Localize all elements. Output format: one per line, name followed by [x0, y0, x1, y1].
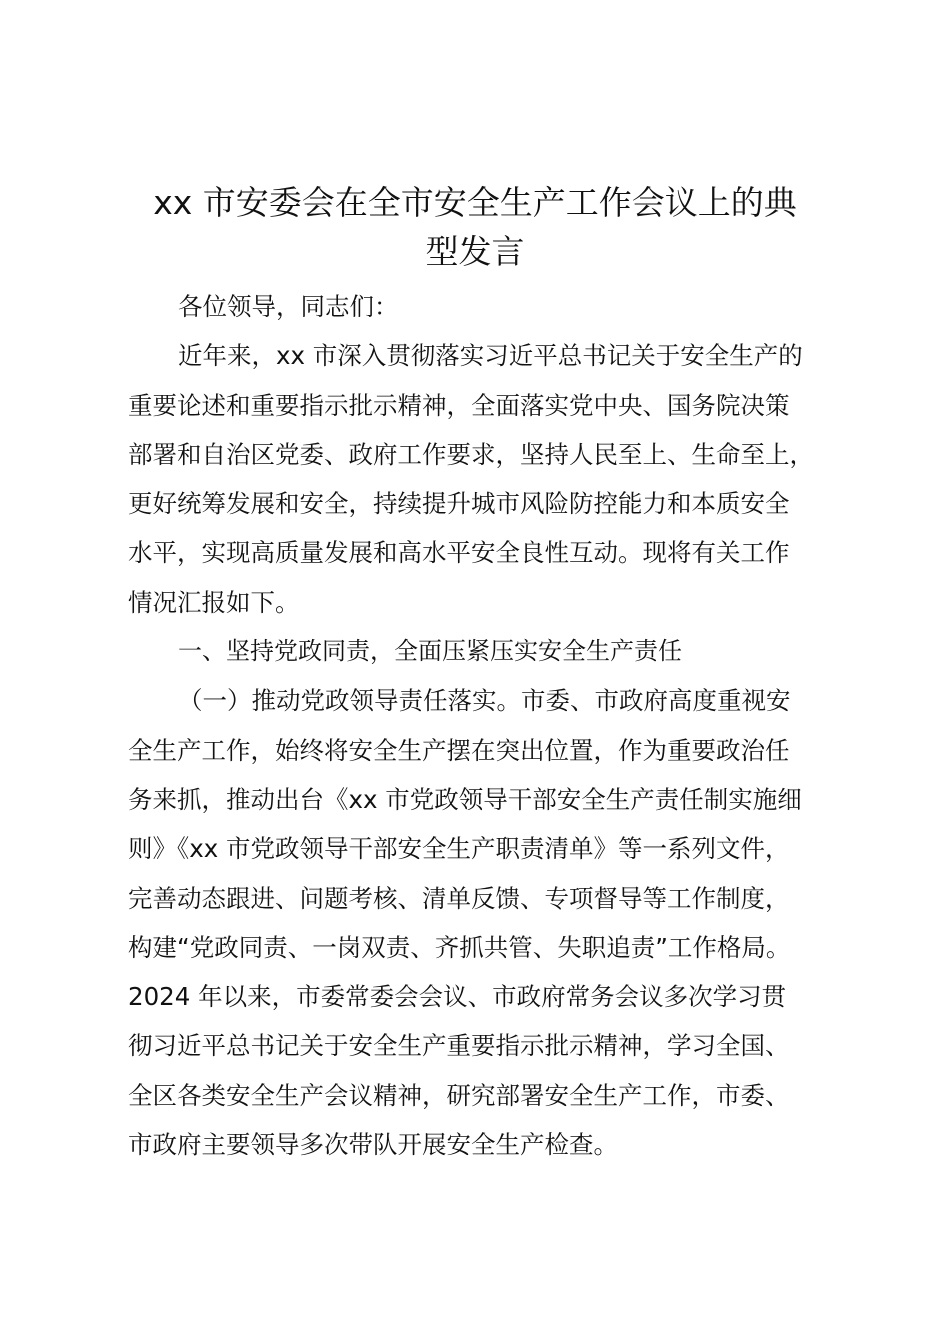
paragraph-line: 彻习近平总书记关于安全生产重要指示批示精神，学习全国、	[128, 1031, 790, 1061]
paragraph-line: 2024 年以来，市委常委会会议、市政府常务会议多次学习贯	[128, 982, 787, 1012]
greeting: 各位领导，同志们：	[178, 292, 399, 321]
paragraph-line: 全区各类安全生产会议精神，研究部署安全生产工作，市委、	[128, 1080, 790, 1110]
paragraph-line: 近年来，xx 市深入贯彻落实习近平总书记关于安全生产的	[178, 341, 803, 371]
paragraph-line: 情况汇报如下。	[128, 587, 300, 617]
section-heading: 一、坚持党政同责，全面压紧压实安全生产责任	[178, 637, 682, 666]
paragraph-line: 水平，实现高质量发展和高水平安全良性互动。现将有关工作	[128, 538, 790, 568]
document-title	[120, 178, 830, 276]
paragraph-line: 重要论述和重要指示批示精神，全面落实党中央、国务院决策	[128, 390, 790, 420]
paragraph-line: 构建“党政同责、一岗双责、齐抓共管、失职追责”工作格局。	[128, 932, 791, 962]
paragraph-line: 则》《xx 市党政领导干部安全生产职责清单》等一系列文件，	[128, 834, 790, 864]
title-line-1: xx 市安委会在全市安全生产工作会议上的典	[153, 183, 797, 222]
paragraph-line: 市政府主要领导多次带队开展安全生产检查。	[128, 1130, 618, 1160]
paragraph-line: 更好统筹发展和安全，持续提升城市风险防控能力和本质安全	[128, 489, 790, 519]
paragraph-line: 部署和自治区党委、政府工作要求，坚持人民至上、生命至上，	[128, 439, 814, 469]
title-line-2: 型发言	[425, 232, 525, 271]
paragraph-intro	[128, 331, 858, 627]
paragraph-line: （一）推动党政领导责任落实。市委、市政府高度重视安	[178, 686, 791, 716]
paragraph-line: 务来抓，推动出台《xx 市党政领导干部安全生产责任制实施细	[128, 784, 802, 814]
paragraph-line: 全生产工作，始终将安全生产摆在突出位置，作为重要政治任	[128, 735, 790, 765]
document-body	[128, 282, 858, 1169]
paragraph-section-1	[128, 676, 858, 1169]
paragraph-line: 完善动态跟进、问题考核、清单反馈、专项督导等工作制度，	[128, 883, 790, 913]
